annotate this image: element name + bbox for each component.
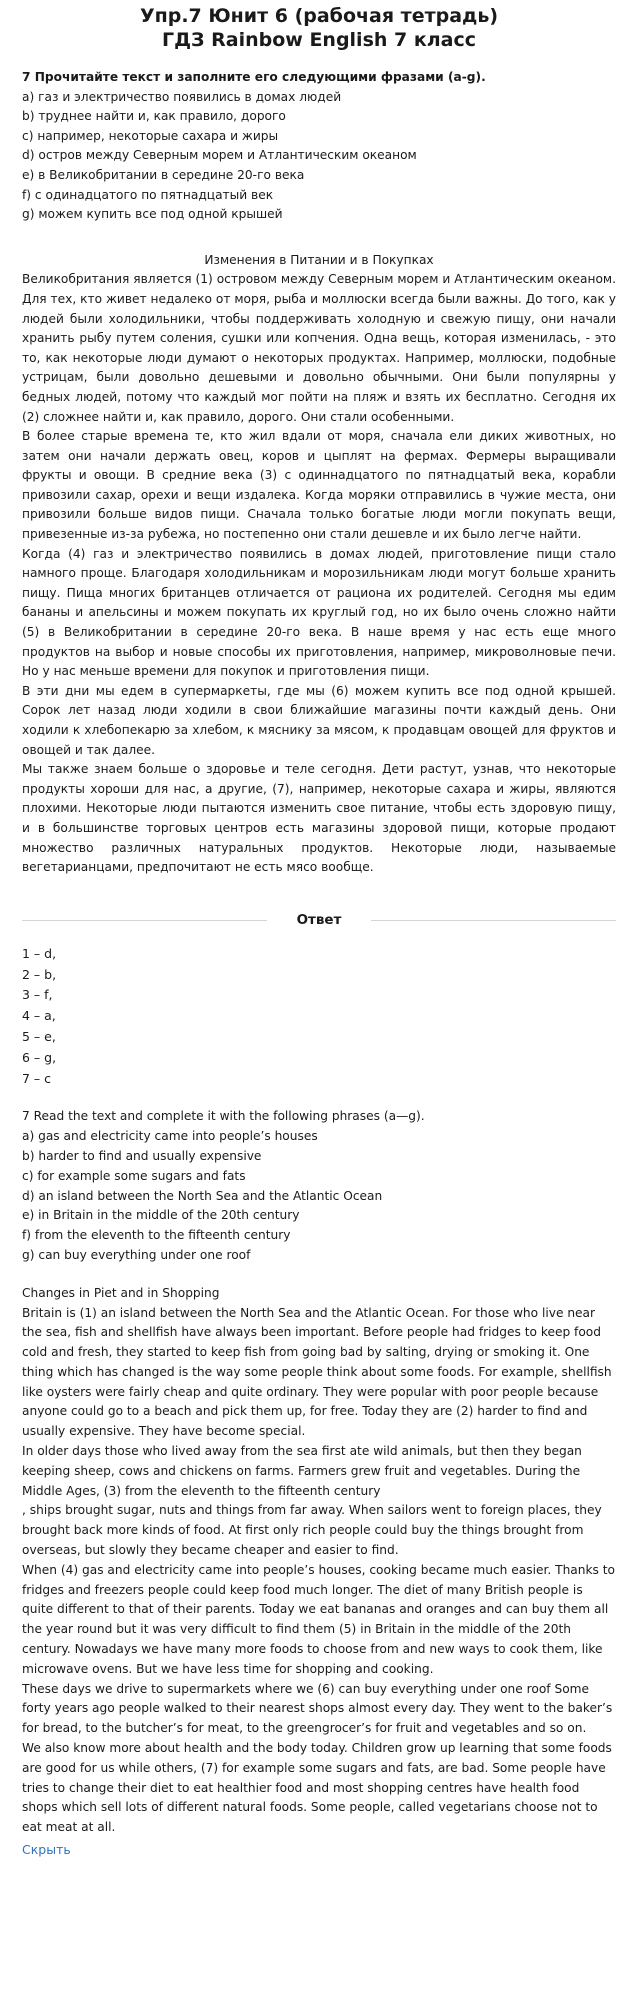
- spacer: [22, 1266, 616, 1284]
- story-title-ru: Изменения в Питании и в Покупках: [204, 252, 434, 267]
- paragraph-ru: В более старые времена те, кто жил вдали от моря, сначала ели диких животных, но затем они начали держать овец, коров и цыплят на фермах. Фермеры выращивали фрукты и овощи. В средние века (3) с одиннадцатого по пятнадцатый века, корабли привозили сахар, орехи и вещи издалека. Когда моряки отправились в чужие места, они привозили больше видов пищи. Сначала только богатые люди могли покупать вещи, привезенные из-за рубежа, но постепенно они стали дешевле и их было легче найти.: [22, 429, 616, 542]
- paragraph-en: These days we drive to supermarkets where we (6) can buy everything under one roof Some forty years ago people walked to their nearest shops almost every day. They went to the baker’s for bread, to the butcher’s for meat, to the greengrocer’s for fruit and vegetables and so on.: [22, 1681, 613, 1736]
- answer-divider: [22, 910, 616, 930]
- option-en-c: c) for example some sugars and fats: [22, 1168, 246, 1183]
- paragraph-en: When (4) gas and electricity came into people’s houses, cooking became much easier. Thanks to fridges and freezers people could keep food much longer. The diet of many British people is quite different to that of their parents. Today we eat bananas and oranges and can buy them all the year round but it was very difficult to find them (5) in Britain in the middle of the 20th century. Nowadays we have many more foods to choose from and new ways to cook them, like microwave ovens. But we have less time for shopping and cooking.: [22, 1562, 615, 1676]
- story-title-en: Changes in Piet and in Shopping: [22, 1285, 220, 1300]
- answer-item: 4 – a,: [22, 1008, 56, 1024]
- paragraph-ru: Мы также знаем больше о здоровье и теле сегодня. Дети растут, узнав, что некоторые продукты хороши для нас, а другие, (7), например, некоторые сахара и жиры, являются плохими. Некоторые люди пытаются изменить свое питание, чтобы есть здоровую пищу, и в большинстве торговых центров есть магазины здоровой пищи, которые продают множество различных натуральных продуктов. Некоторые люди, называемые вегетарианцами, предпочитают не есть мясо вообще.: [22, 762, 616, 875]
- option-en-f: f) from the eleventh to the fifteenth century: [22, 1228, 291, 1243]
- option-en-a: a) gas and electricity came into people’s houses: [22, 1129, 318, 1144]
- page-title: [22, 4, 616, 52]
- option-ru-f: f) с одинадцатого по пятнадцатый век: [22, 187, 274, 202]
- option-ru-b: b) труднее найти и, как правило, дорого: [22, 109, 286, 124]
- page-title-line2: ГДЗ Rainbow English 7 класс: [161, 29, 477, 51]
- option-ru-e: e) в Великобритании в середине 20-го века: [22, 167, 305, 182]
- answer-item: 3 – f,: [22, 987, 53, 1003]
- hide-link[interactable]: Скрыть: [22, 1842, 71, 1858]
- option-ru-c: c) например, некоторые сахара и жиры: [22, 128, 279, 143]
- paragraph-ru: Когда (4) газ и электричество появились в домах людей, приготовление пищи стало намного проще. Благодаря холодильникам и морозильникам люди могут больше хранить пищу. Пища многих британцев отличается от рациона их родителей. Сегодня мы едим бананы и апельсины и можем покупать их круглый год, но их было очень сложно найти (5) в Великобритании в середине 20-го века. В наше время у нас есть еще много продуктов на выбор и новые способы их приготовления, например, микроволновые печи. Но у нас меньше времени для покупок и приготовления пищи.: [22, 546, 616, 679]
- answer-item: 7 – c: [22, 1070, 52, 1086]
- paragraph-en: Britain is (1) an island between the North Sea and the Atlantic Ocean. For those who live near the sea, fish and shellfish have always been important. Before people had fridges to keep food cold and fresh, they started to keep fish from going bad by salting, drying or smoking it. One thing which has changed is the way some people think about some foods. For example, shellfish like oysters were fairly cheap and quite ordinary. They were popular with poor people because anyone could go to a beach and pick them up, for free. Today they are (2) harder to find and usually expensive. They have become special.: [22, 1305, 612, 1439]
- russian-section: [22, 68, 616, 878]
- option-en-d: d) an island between the North Sea and the Atlantic Ocean: [22, 1188, 383, 1203]
- options-list-ru: [22, 88, 616, 225]
- task-heading-en: 7 Read the text and complete it with the following phrases (a—g).: [22, 1109, 425, 1124]
- answer-item: 2 – b,: [22, 966, 57, 982]
- answer-heading: Ответ: [296, 911, 342, 928]
- option-ru-d: d) остров между Северным морем и Атлантическим океаном: [22, 148, 417, 163]
- paragraph-en: We also know more about health and the body today. Children grow up learning that some foods are good for us while others, (7) for example some sugars and fats, are bad. Some people have tries to change their diet to eat healthier food and most shopping centres have health food shops which sell lots of different natural foods. Some people, called vegetarians choose not to eat meat at all.: [22, 1741, 612, 1835]
- page-title-line1: Упр.7 Юнит 6 (рабочая тетрадь): [139, 5, 499, 27]
- english-section: [22, 1107, 616, 1838]
- paragraph-en: , ships brought sugar, nuts and things from far away. When sailors went to foreign places, they brought back more kinds of food. At first only rich people could buy the things brought from overseas, but slowly they became cheaper and easier to find.: [22, 1503, 602, 1558]
- option-en-g: g) can buy everything under one roof: [22, 1247, 251, 1262]
- option-ru-a: a) газ и электричество появились в домах людей: [22, 89, 342, 104]
- page-content: [22, 0, 616, 1860]
- option-en-e: e) in Britain in the middle of the 20th century: [22, 1208, 300, 1223]
- answer-item: 1 – d,: [22, 945, 57, 961]
- paragraph-ru: В эти дни мы едем в супермаркеты, где мы (6) можем купить все под одной крышей. Сорок лет назад люди ходили в свои ближайшие магазины почти каждый день. Они ходили к хлебопекарю за хлебом, к мяснику за мясом, к продавцам овощей для фруктов и овощей и так далее.: [22, 683, 616, 757]
- paragraph-ru: Великобритания является (1) островом между Северным морем и Атлантическим океаном. Для тех, кто живет недалеко от моря, рыба и моллюски всегда были важны. До того, как у людей были холодильники, чтобы поддерживать холодную и свежую пищу, они начали хранить рыбу путем соления, сушки или копчения. Одна вещь, которая изменилась, - это то, как некоторые люди думают о некоторых продуктах. Например, моллюски, подобные устрицам, были довольно дешевыми и довольно обычными. Они были популярны у бедных людей, потому что каждый мог пойти на пляж и взять их бесплатно. Сегодня их (2) сложнее найти и, как правило, дорого. Они стали особенными.: [22, 272, 616, 424]
- option-en-b: b) harder to find and usually expensive: [22, 1148, 262, 1163]
- answer-item: 6 – g,: [22, 1049, 57, 1065]
- paragraph-en: In older days those who lived away from the sea first ate wild animals, but then they began keeping sheep, cows and chickens on farms. Farmers grew fruit and vegetables. During the Middle Ages, (3) from the eleventh to the fifteenth century: [22, 1444, 582, 1498]
- task-heading-ru: 7 Прочитайте текст и заполните его следующими фразами (a-g).: [22, 70, 486, 84]
- option-ru-g: g) можем купить все под одной крышей: [22, 207, 283, 222]
- answers-list: [22, 944, 616, 1090]
- answer-item: 5 – e,: [22, 1028, 56, 1044]
- divider-line-right: [371, 920, 616, 921]
